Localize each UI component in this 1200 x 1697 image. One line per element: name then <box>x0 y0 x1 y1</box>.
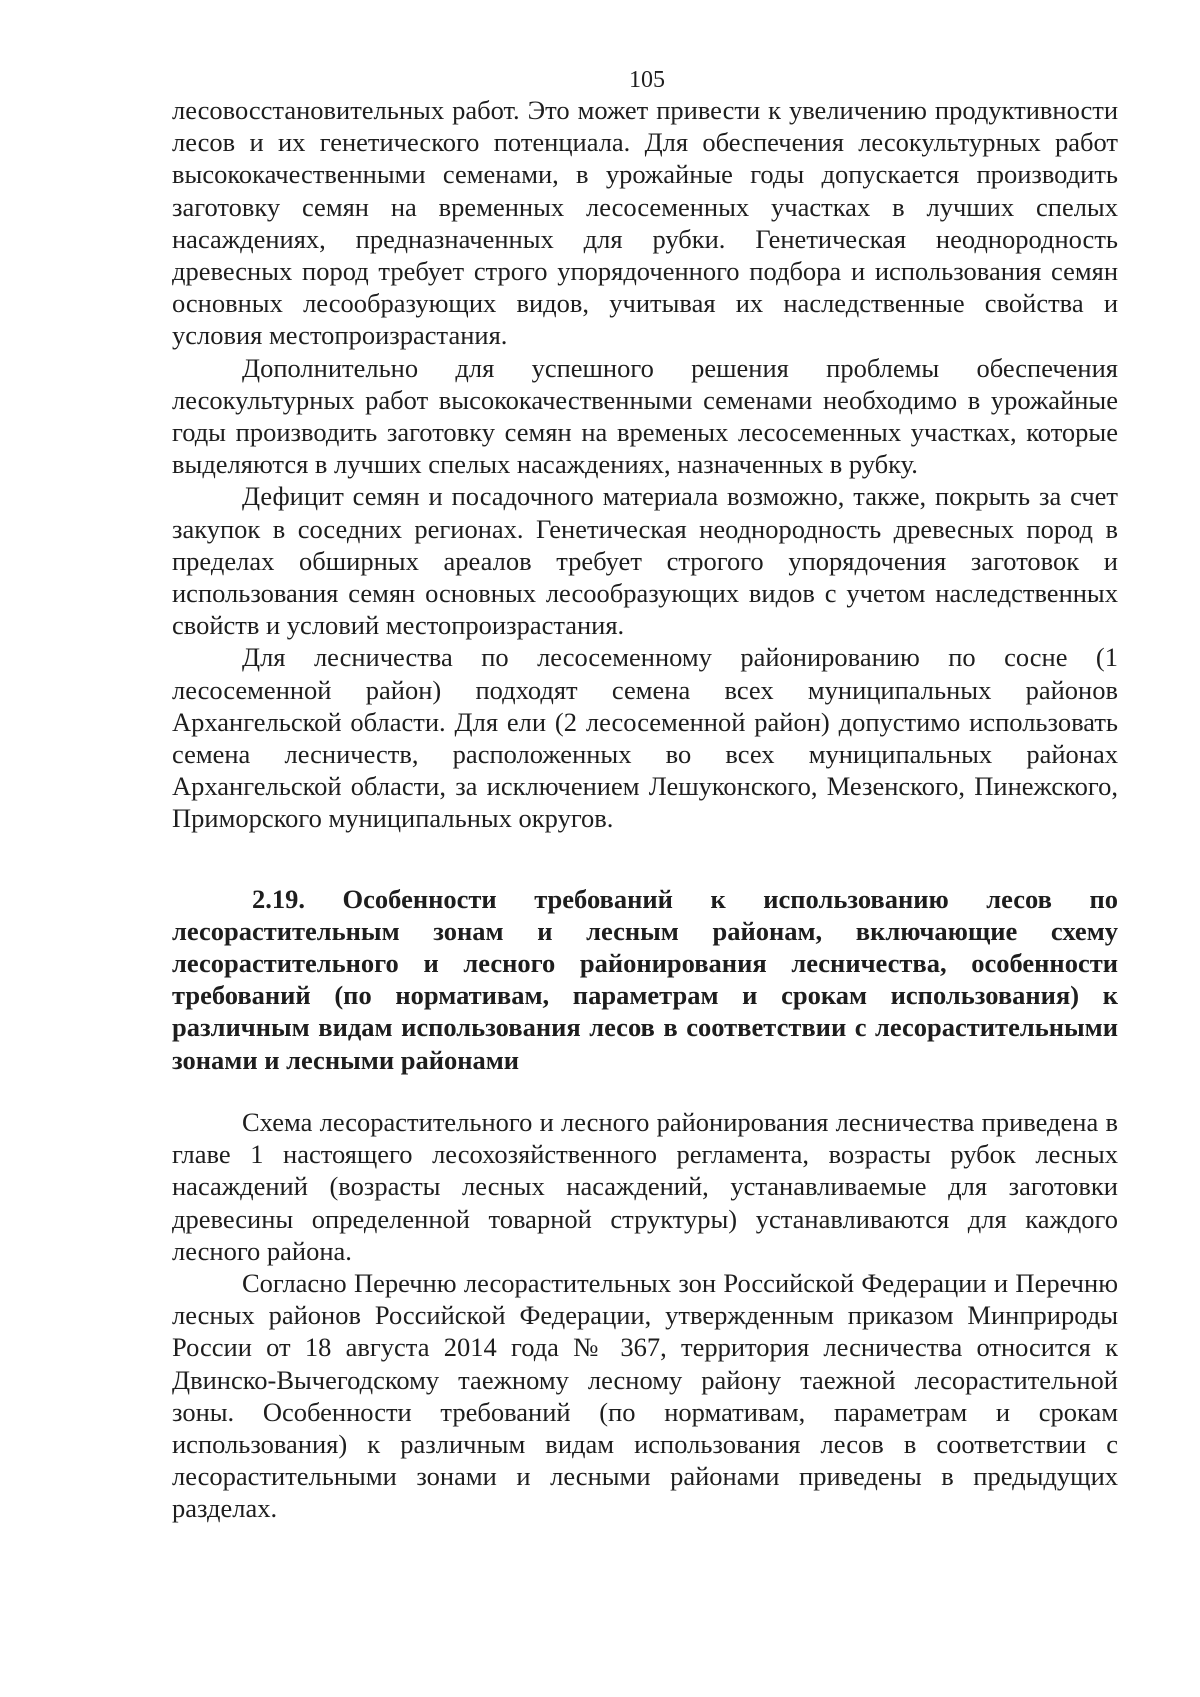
paragraph-seed-procurement: Дополнительно для успешного решения проблемы обеспечения лесокультурных работ высококачественными семенами необходимо в урожайные годы производить заготовку семян на временых лесосеменных участках, которые выделяются в лучших спелых насаждениях, назначенных в рубку. <box>172 352 1118 480</box>
paragraph-seed-zoning: Для лесничества по лесосеменному районированию по сосне (1 лесосеменной район) подходят семена всех муниципальных районов Архангельской области. Для ели (2 лесосеменной район) допустимо использовать семена лесничеств, расположенных во всех муниципальных районах Архангельской области, за исключением Лешуконского, Мезенского, Пинежского, Приморского муниципальных округов. <box>172 642 1118 834</box>
document-page <box>172 66 1118 1525</box>
paragraph-zoning-scheme: Схема лесорастительного и лесного районирования лесничества приведена в главе 1 настоящего лесохозяйственного регламента, возрасты рубок лесных насаждений (возрасты лесных насаждений, устанавливаемые для заготовки древесины определенной товарной структуры) устанавливаются для каждого лесного района. <box>172 1106 1118 1266</box>
paragraph-continuation: лесовосстановительных работ. Это может привести к увеличению продуктивности лесов и их генетического потенциала. Для обеспечения лесокультурных работ высококачественными семенами, в урожайные годы допускается производить заготовку семян на временных лесосеменных участках в лучших спелых насаждениях, предназначенных для рубки. Генетическая неоднородность древесных пород требует строго упорядоченного подбора и использования семян основных лесообразующих видов, учитывая их наследственные свойства и условия местопроизрастания. <box>172 95 1118 351</box>
page-number: 105 <box>629 67 665 93</box>
section-heading: 2.19. Особенности требований к использованию лесов по лесорастительным зонам и лесным районам, включающие схему лесорастительного и лесного районирования лесничества, особенности требований (по нормативам, параметрам и срокам использования) к различным видам использования лесов в соответствии с лесорастительными зонами и лесными районами <box>172 883 1118 1075</box>
paragraph-forest-zones: Согласно Перечню лесорастительных зон Российской Федерации и Перечню лесных районов Российской Федерации, утвержденным приказом Минприроды России от 18 августа 2014 года № 367, территория лесничества относится к Двинско-Вычегодскому таежному лесному району таежной лесорастительной зоны. Особенности требований (по нормативам, параметрам и срокам использования) к различным видам использования лесов в соответствии с лесорастительными зонами и лесными районами приведены в предыдущих разделах. <box>172 1267 1118 1524</box>
paragraph-seed-deficit: Дефицит семян и посадочного материала возможно, также, покрыть за счет закупок в соседних регионах. Генетическая неоднородность древесных пород в пределах обширных ареалов требует строгого упорядочения заготовок и использования семян основных лесообразующих видов с учетом наследственных свойств и условий местопроизрастания. <box>172 481 1118 641</box>
